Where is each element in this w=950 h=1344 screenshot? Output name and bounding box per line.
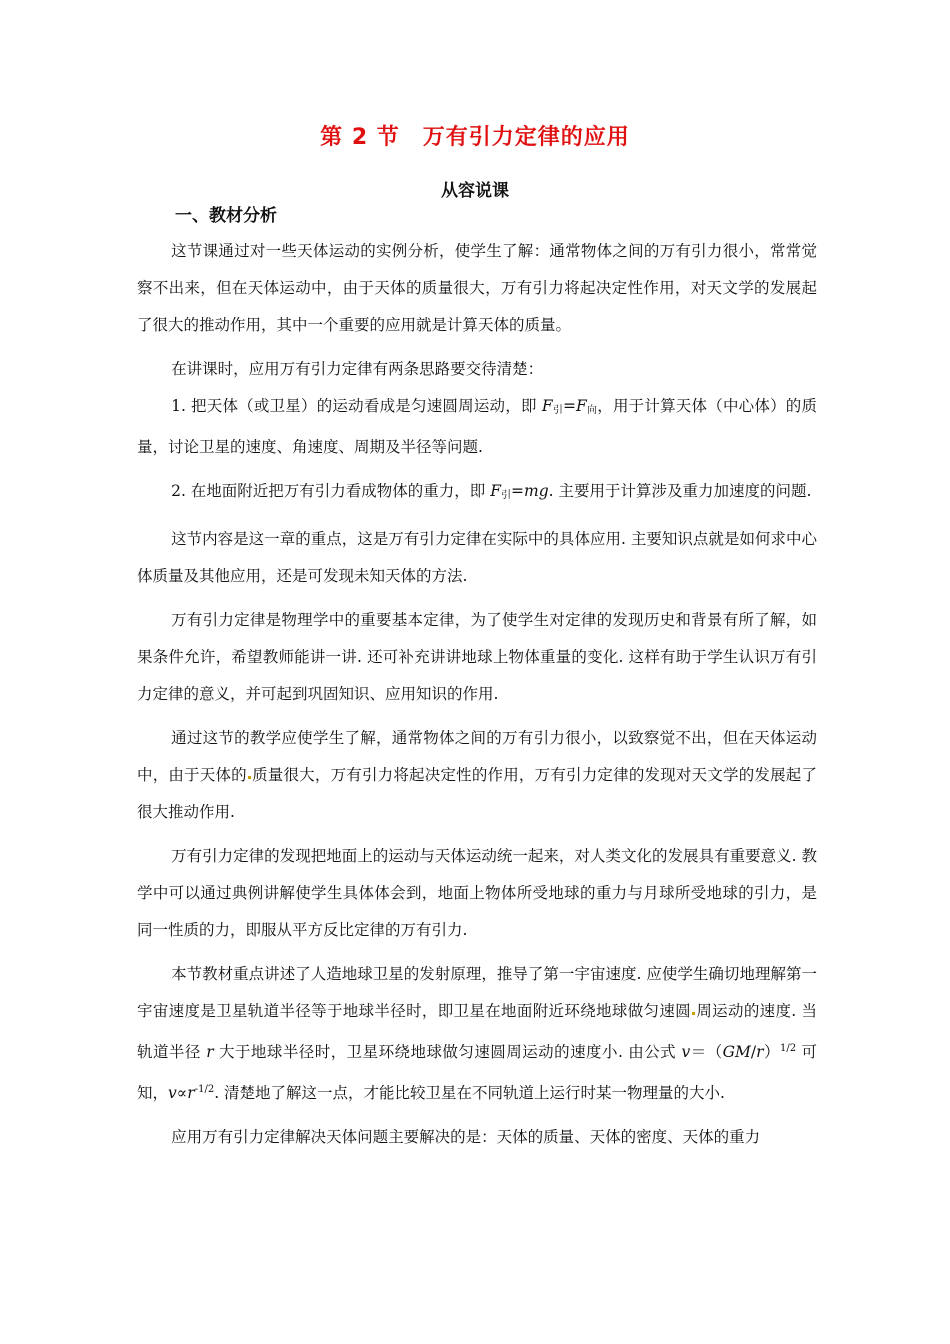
- velocity-symbol: v: [681, 1043, 691, 1061]
- equals-sign: =: [563, 397, 577, 415]
- section-heading: 一、教材分析: [175, 206, 277, 226]
- document-body: [137, 233, 817, 1163]
- paragraph-8: 万有引力定律的发现把地面上的运动与天体运动统一起来，对人类文化的发展具有重要意义. 教学中可以通过典例讲解使学生具体体会到，地面上物体所受地球的重力与月球所受地球的引力，是同一性质的力，即服从平方反比定律的万有引力.: [137, 847, 817, 939]
- stray-mark: [692, 1012, 695, 1015]
- gm-symbol: GM: [722, 1043, 751, 1061]
- paragraph-7: [137, 720, 817, 831]
- p3-text-b: ，用于计算天体（中心体）的质量，讨论卫星的速度、角速度、周期及半径等问题.: [137, 397, 818, 456]
- p9-text-d: ＝（: [690, 1043, 723, 1061]
- p9-text-b: 周运动的速度. 当轨道半径: [137, 1002, 817, 1061]
- subscript-gravitation: 引: [501, 490, 512, 501]
- p9-text-c: 大于地球半径时，卫星环绕地球做匀速圆周运动的速度小. 由公式: [213, 1043, 682, 1061]
- equals-sign: =: [511, 482, 525, 500]
- exponent-half: 1/2: [780, 1043, 797, 1054]
- p4-text-b: . 主要用于计算涉及重力加速度的问题.: [548, 482, 812, 500]
- stray-mark: [248, 776, 251, 779]
- paragraph-10: 应用万有引力定律解决天体问题主要解决的是：天体的质量、天体的密度、天体的重力: [171, 1128, 761, 1146]
- velocity-symbol: v: [168, 1084, 177, 1102]
- p4-text-a: 2. 在地面附近把万有引力看成物体的重力，即: [171, 482, 491, 500]
- mg-symbol: mg: [524, 482, 549, 500]
- p9-text-g: . 清楚地了解这一点，才能比较卫星在不同轨道上运行时某一物理量的大小.: [214, 1084, 725, 1102]
- slash: /: [750, 1043, 757, 1061]
- subscript-centripetal: 向: [586, 405, 598, 416]
- page-title: 第 2 节 万有引力定律的应用: [320, 125, 630, 150]
- force-symbol: F: [541, 397, 553, 415]
- subtitle: 从容说课: [441, 181, 509, 201]
- p9-text-a: 本节教材重点讲述了人造地球卫星的发射原理，推导了第一宇宙速度. 应使学生确切地理解第一宇宙速度是卫星轨道半径等于地球半径时，即卫星在地面附近环绕地球做匀速圆: [137, 965, 817, 1020]
- radius-symbol: r: [187, 1084, 195, 1102]
- radius-symbol: r: [206, 1043, 214, 1061]
- exponent-negative-half: -1/2: [194, 1084, 215, 1095]
- p9-text-f: 可知，: [137, 1043, 817, 1102]
- force-symbol: F: [576, 397, 587, 415]
- paragraph-6: 万有引力定律是物理学中的重要基本定律，为了使学生对定律的发现历史和背景有所了解，如果条件允许，希望教师能讲一讲. 还可补充讲讲地球上物体重量的变化. 这样有助于学生认识万有引力定律的意义，并可起到巩固知识、应用知识的作用.: [137, 611, 817, 703]
- proportional-sign: ∝: [176, 1084, 188, 1102]
- p7-text-b: 质量很大，万有引力将起决定性的作用，万有引力定律的发现对天文学的发展起了很大推动作用.: [137, 766, 817, 821]
- radius-symbol: r: [756, 1043, 764, 1061]
- p3-text-a: 1. 把天体（或卫星）的运动看成是匀速圆周运动，即: [171, 397, 542, 415]
- paragraph-2: 在讲课时，应用万有引力定律有两条思路要交待清楚：: [171, 360, 544, 378]
- p7-text-a: 通过这节的教学应使学生了解，通常物体之间的万有引力很小，以致察觉不出，但在天体运动中，由于天体的: [137, 729, 817, 784]
- paragraph-1: 这节课通过对一些天体运动的实例分析，使学生了解：通常物体之间的万有引力很小，常常觉察不出来，但在天体运动中，由于天体的质量很大，万有引力将起决定性作用，对天文学的发展起了很大的推动作用，其中一个重要的应用就是计算天体的质量。: [137, 242, 817, 334]
- paragraph-4: [137, 473, 817, 514]
- p9-text-e: ）: [763, 1043, 780, 1061]
- paragraph-3: [137, 388, 817, 466]
- paragraph-5: 这节内容是这一章的重点，这是万有引力定律在实际中的具体应用. 主要知识点就是如何求中心体质量及其他应用，还是可发现未知天体的方法.: [137, 530, 817, 585]
- paragraph-9: [137, 956, 817, 1112]
- subscript-gravitation: 引: [552, 405, 564, 416]
- force-symbol: F: [490, 482, 502, 500]
